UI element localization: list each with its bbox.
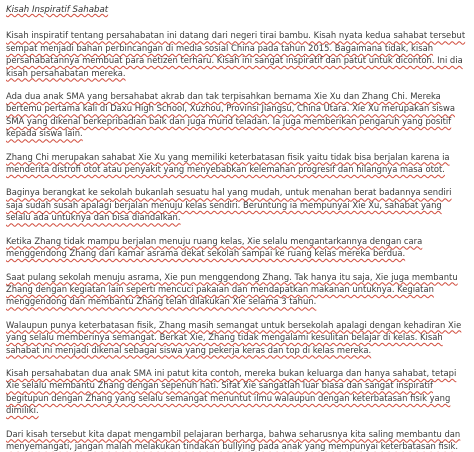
paragraph-intro: Kisah inspiratif tentang persahabatan ini datang dari negeri tirai bambu. Kisah nyata kedua sahabat tersebut sempat menjadi bahan perbincangan di media sosial China pada tahun 2015. Bagaimana tidak, kisah persahabatannya membuat para netizen terharu. Kisah ini sangat inspiratif dan patut untuk dicontoh. Ini dia kisah persahabatan mereka.: [6, 30, 466, 78]
paragraph-zhang-chi: Zhang Chi merupakan sahabat Xie Xu yang memiliki keterbatasan fisik yaitu tidak bisa berjalan karena ia menderita distrofi otot atau penyakit yang menyebabkan kelemahan progresif dan hilangnya masa otot.: [6, 151, 450, 175]
paragraph-carrying: Ketika Zhang tidak mampu berjalan menuju ruang kelas, Xie selalu mengantarkannya dengan cara menggendong Zhang dari kamar asrama dekat sekolah sampai ke ruang kelas mereka berdua.: [6, 235, 423, 259]
paragraph-example: Kisah persahabatan dua anak SMA ini patut kita contoh, mereka bukan keluarga dan hanya sahabat, tetapi Xie selalu membantu Zhang dengan sepenuh hati. Sifat Xie sangatlah luar biasa dan sangat inspiratif begitupun dengan Zhang yang selalu semangat menuntut ilmu walaupun dengan keterbatasan fisik yang dimiliki.: [6, 367, 457, 416]
article-title: Kisah Inspiratif Sahabat: [6, 5, 109, 15]
paragraph-lesson: Dari kisah tersebut kita dapat mengambil pelajaran berharga, bahwa seharusnya kita saling membantu dan menyemangati, jangan malah melakukan tindakan bullying pada anak yang mempunyai keterbatasan fisik.: [6, 428, 461, 451]
paragraph-friends-intro: Ada dua anak SMA yang bersahabat akrab dan tak terpisahkan bernama Xie Xu dan Zhang Chi. Mereka bertemu pertama kali di Daxu High School, Xuzhou, Provinsi Jiangsu, China Utara. Xie Xu merupakan siswa SMA yang dikenal berkepribadian baik dan juga murid teladan. Ia juga memberikan pengaruh yang positif kepada siswa lain.: [6, 91, 456, 139]
paragraph-school-struggle: Baginya berangkat ke sekolah bukanlah sesuatu hal yang mudah, untuk menahan berat badannya sendiri saja sudah susah apalagi berjalan menuju kelas sendiri. Beruntung ia mempunyai Xie Xu, sahabat yang selalu ada untuknya dan bisa diandalkan.: [6, 187, 452, 223]
paragraph-motivation: Walaupun punya keterbatasan fisik, Zhang masih semangat untuk bersekolah apalagi dengan kehadiran Xie yang selalu memberinya semangat. Berkat Xie, Zhang tidak mengalami kesulitan belajar di kelas. Kisah sahabat ini menjadi dikenal sebagai siswa yang pekerja keras dan top di kelas mereka.: [6, 319, 462, 355]
paragraph-helping: Saat pulang sekolah menuju asrama, Xie pun menggendong Zhang. Tak hanya itu saja, Xie juga membantu Zhang dengan kegiatan lain seperti mencuci pakaian dan mendapatkan makanan untuknya. Kegiatan menggendong dan membantu Zhang telah dilakukan Xie selama 3 tahun.: [6, 271, 458, 307]
